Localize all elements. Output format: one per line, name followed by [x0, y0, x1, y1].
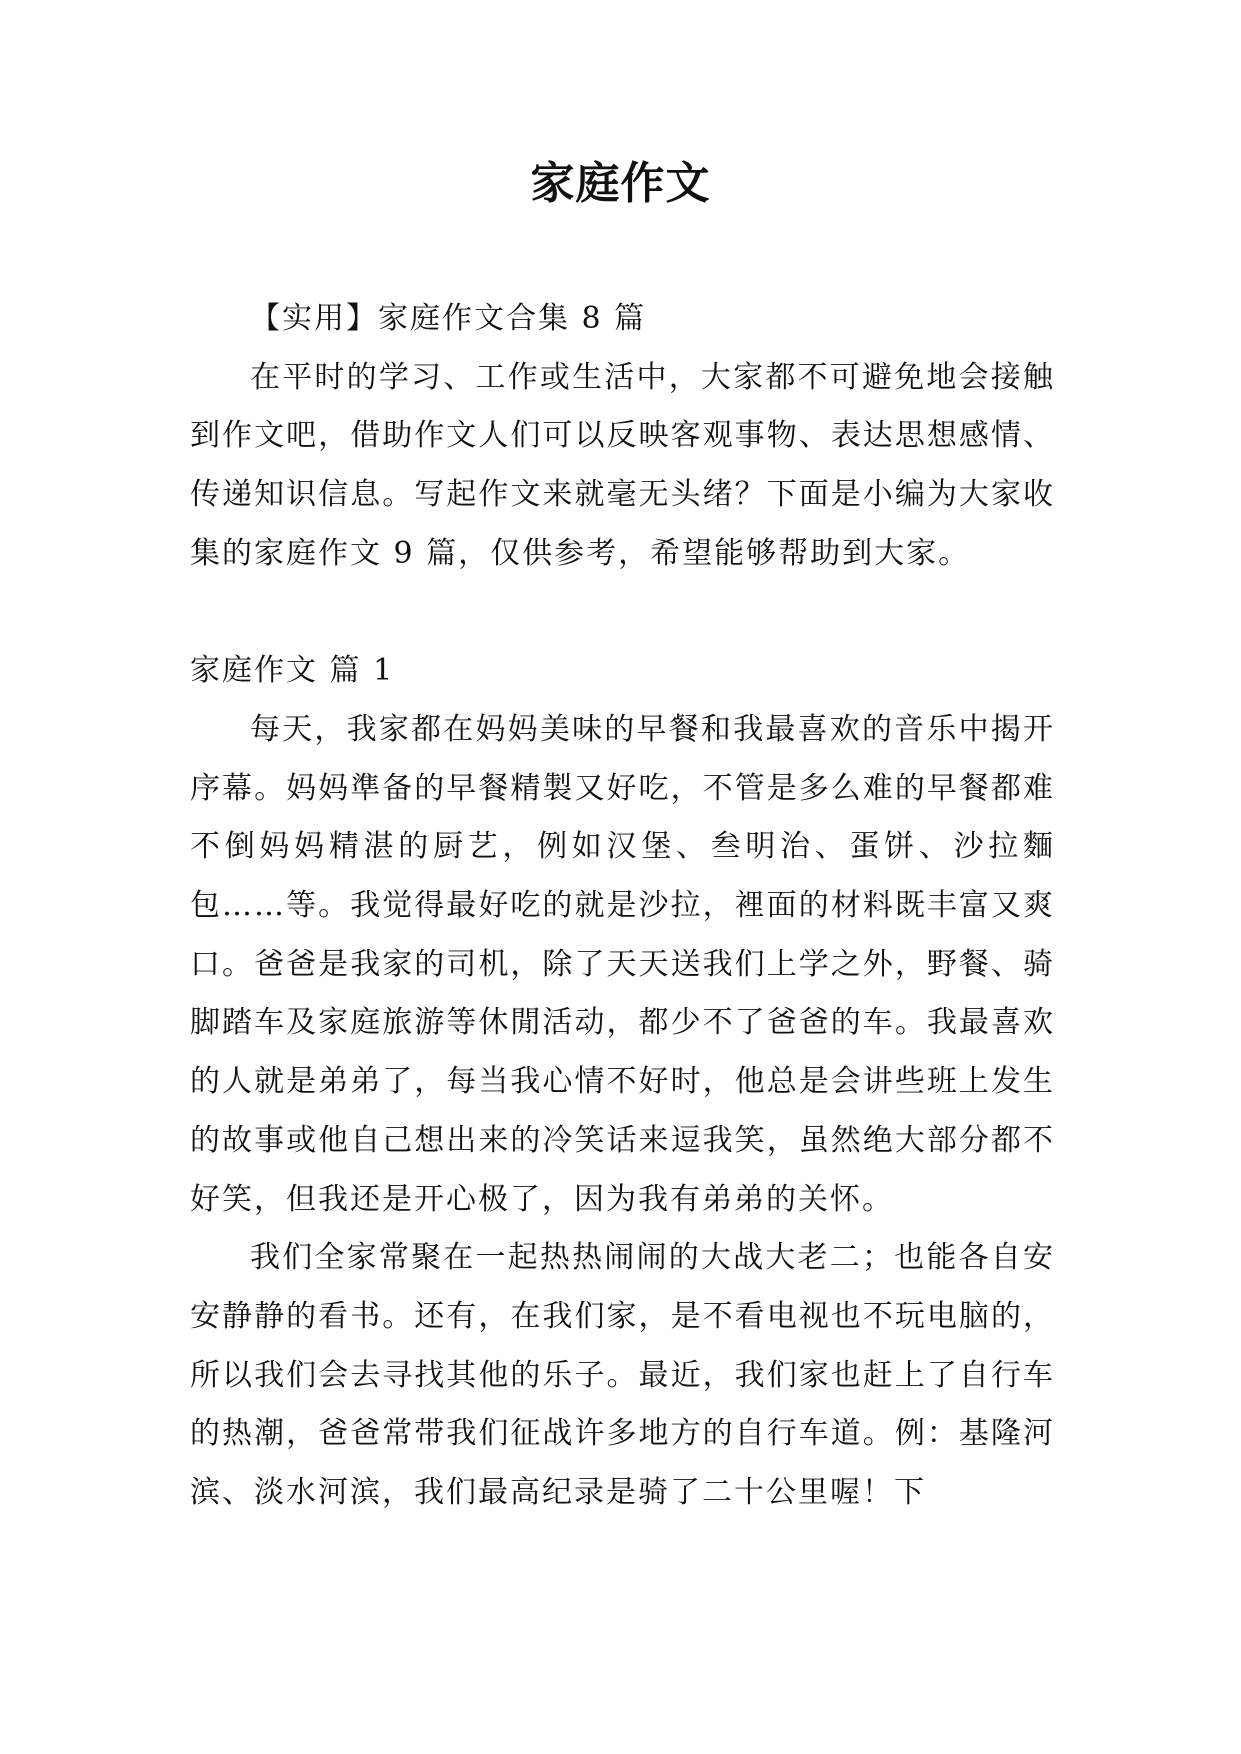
intro-paragraph: 在平时的学习、工作或生活中，大家都不可避免地会接触到作文吧，借助作文人们可以反映客观事物、表达思想感情、传递知识信息。写起作文来就毫无头绪？下面是小编为大家收集的家庭作文 9 篇，仅供参考，希望能够帮助到大家。	[190, 359, 1055, 571]
section-paragraph-2: 我们全家常聚在一起热热闹闹的大战大老二；也能各自安安静静的看书。还有，在我们家，是不看电视也不玩电脑的，所以我们会去寻找其他的乐子。最近，我们家也赶上了自行车的热潮，爸爸常带我们征战许多地方的自行车道。例：基隆河滨、淡水河滨，我们最高纪录是骑了二十公里喔！下	[190, 1240, 1055, 1511]
section-paragraph-1: 每天，我家都在妈妈美味的早餐和我最喜欢的音乐中揭开序幕。妈妈準备的早餐精製又好吃，不管是多么难的早餐都难不倒妈妈精湛的厨艺，例如汉堡、叁明治、蛋饼、沙拉麵包……等。我觉得最好吃的就是沙拉，裡面的材料既丰富又爽口。爸爸是我家的司机，除了天天送我们上学之外，野餐、骑脚踏车及家庭旅游等休閒活动，都少不了爸爸的车。我最喜欢的人就是弟弟了，每当我心情不好时，他总是会讲些班上发生的故事或他自己想出来的冷笑话来逗我笑，虽然绝大部分都不好笑，但我还是开心极了，因为我有弟弟的关怀。	[190, 711, 1055, 1217]
document-title: 家庭作文	[530, 158, 711, 209]
section-heading: 家庭作文 篇 1	[190, 653, 395, 689]
section-spacer	[190, 584, 1055, 643]
document-body	[190, 290, 1055, 1523]
intro-heading: 【实用】家庭作文合集 8 篇	[250, 301, 647, 336]
